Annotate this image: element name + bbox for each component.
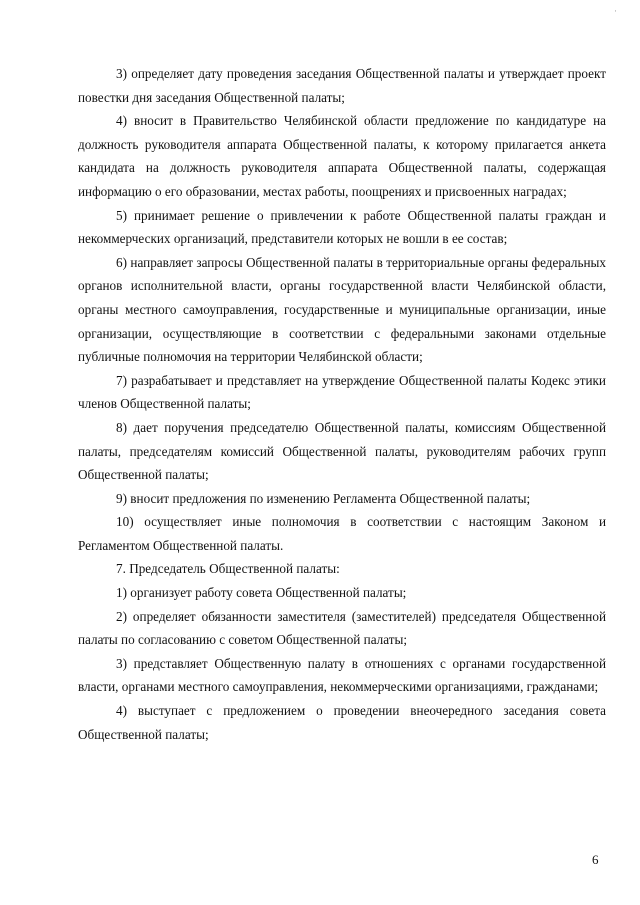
page-number: 6	[592, 852, 599, 867]
paragraph-item-6: 6) направляет запросы Общественной палаты в территориальные органы федеральных органов исполнительной власти, органы государственной власти Челябинской области, органы местного самоуправления, государственные и муниципальные организации, иные организации, осуществляющие в соответствии с федеральными законами отдельные публичные полномочия на территории Челябинской области;	[78, 254, 606, 365]
chairman-item-3: 3) представляет Общественную палату в отношениях с органами государственной власти, органами местного самоуправления, некоммерческими организациями, гражданами;	[78, 655, 606, 695]
chairman-item-2: 2) определяет обязанности заместителя (заместителей) председателя Общественной палаты по согласованию с советом Общественной палаты;	[78, 608, 606, 648]
chairman-item-4: 4) выступает с предложением о проведении внеочередного заседания совета Общественной палаты;	[78, 703, 606, 742]
section-heading-7: 7. Председатель Общественной палаты:	[116, 561, 340, 577]
paragraph-item-7: 7) разрабатывает и представляет на утверждение Общественной палаты Кодекс этики членов Общественной палаты;	[78, 372, 606, 412]
paragraph-item-3: 3) определяет дату проведения заседания Общественной палаты и утверждает проект повестки дня заседания Общественной палаты;	[78, 66, 606, 105]
paragraph-item-9: 9) вносит предложения по изменению Регламента Общественной палаты;	[116, 490, 531, 506]
paragraph-item-5: 5) принимает решение о привлечении к работе Общественной палаты граждан и некоммерческих организаций, представители которых не вошли в ее состав;	[78, 207, 606, 247]
document-body	[78, 62, 606, 746]
paragraph-item-8: 8) дает поручения председателю Общественной палаты, комиссиям Общественной палаты, председателям комиссий Общественной палаты, руководителям рабочих групп Общественной палаты;	[78, 419, 606, 483]
paragraph-item-10: 10) осуществляет иные полномочия в соответствии с настоящим Законом и Регламентом Общественной палаты.	[78, 514, 606, 553]
chairman-item-1: 1) организует работу совета Общественной палаты;	[116, 585, 407, 601]
scan-mark: ·	[614, 6, 617, 16]
paragraph-item-4: 4) вносит в Правительство Челябинской области предложение по кандидатуре на должность руководителя аппарата Общественной палаты, к которому прилагается анкета кандидата на должность руководителя аппарата Общественной палаты, содержащая информацию о его образовании, местах работы, поощрениях и присвоенных наградах;	[78, 113, 606, 199]
